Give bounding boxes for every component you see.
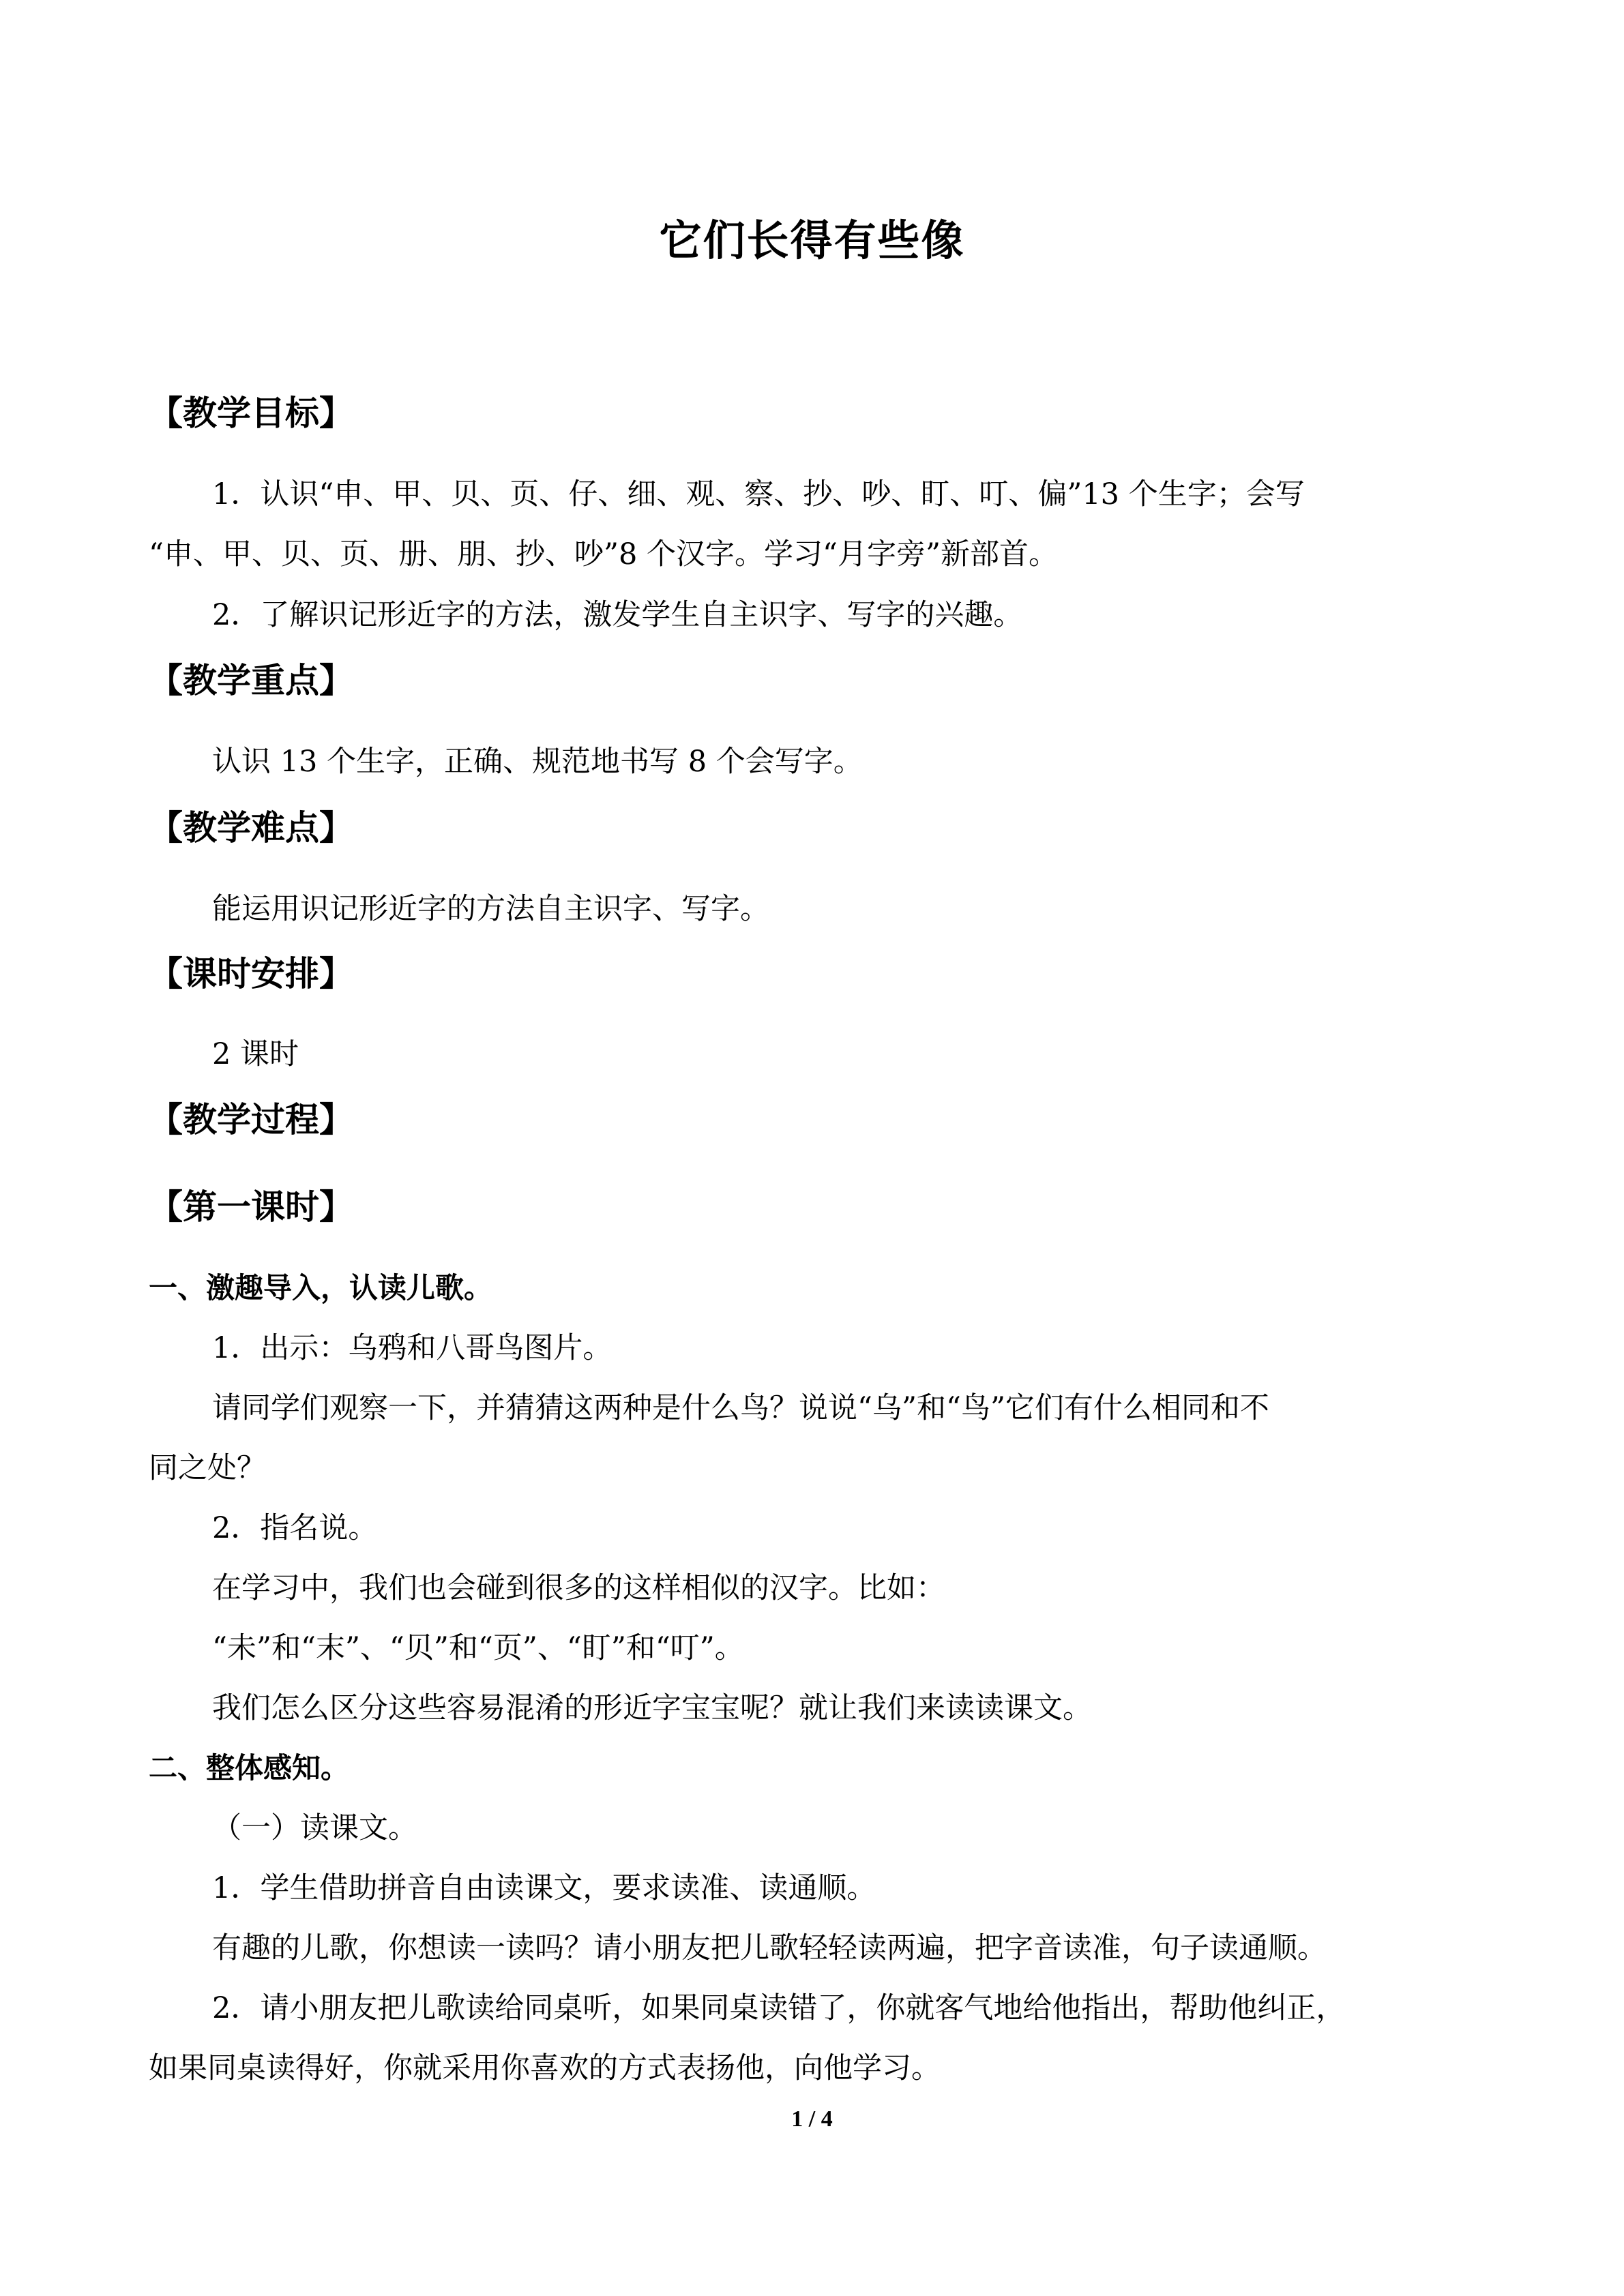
- paragraph: 在学习中，我们也会碰到很多的这样相似的汉字。比如：: [212, 1571, 945, 1605]
- page-number: 1 / 4: [791, 2106, 833, 2132]
- goal-1-line-1: 1．认识“申、甲、贝、页、仔、细、观、察、抄、吵、盯、叮、偏”13 个生字；会写: [212, 477, 1305, 511]
- paragraph: 如果同桌读得好，你就采用你喜欢的方式表扬他，向他学习。: [149, 2051, 941, 2085]
- teaching-difficulty-text: 能运用识记形近字的方法自主识字、写字。: [212, 892, 769, 926]
- paragraph: 请同学们观察一下，并猜猜这两种是什么鸟？说说“乌”和“鸟”它们有什么相同和不: [212, 1391, 1269, 1425]
- teaching-focus-heading: 【教学重点】: [149, 661, 353, 700]
- paragraph: “未”和“末”、“贝”和“页”、“盯”和“叮”。: [212, 1631, 744, 1665]
- goal-1-line-2: “申、甲、贝、页、册、朋、抄、吵”8 个汉字。学习“月字旁”新部首。: [149, 537, 1058, 571]
- part-1-heading: 一、激趣导入，认读儿歌。: [149, 1271, 493, 1304]
- teaching-focus-text: 认识 13 个生字，正确、规范地书写 8 个会写字。: [212, 745, 863, 779]
- paragraph: 有趣的儿歌，你想读一读吗？请小朋友把儿歌轻轻读两遍，把字音读准，句子读通顺。: [212, 1931, 1327, 1965]
- paragraph: 2．指名说。: [212, 1511, 378, 1545]
- first-lesson-heading: 【第一课时】: [149, 1187, 353, 1227]
- paragraph: 同之处？: [149, 1451, 266, 1485]
- document-title: 它们长得有些像: [659, 215, 965, 265]
- paragraph: （一）读课文。: [212, 1811, 417, 1845]
- teaching-difficulty-heading: 【教学难点】: [149, 808, 353, 848]
- teaching-goals-heading: 【教学目标】: [149, 393, 353, 433]
- paragraph: 我们怎么区分这些容易混淆的形近字宝宝呢？就让我们来读读课文。: [212, 1691, 1092, 1725]
- paragraph: 2．请小朋友把儿歌读给同桌听，如果同桌读错了，你就客气地给他指出，帮助他纠正，: [212, 1991, 1346, 2025]
- goal-2: 2．了解识记形近字的方法，激发学生自主识字、写字的兴趣。: [212, 598, 1023, 632]
- schedule-text: 2 课时: [212, 1037, 299, 1071]
- part-2-heading: 二、整体感知。: [149, 1751, 350, 1785]
- schedule-heading: 【课时安排】: [149, 954, 353, 994]
- paragraph: 1．学生借助拼音自由读课文，要求读准、读通顺。: [212, 1871, 876, 1905]
- paragraph: 1．出示：乌鸦和八哥鸟图片。: [212, 1331, 612, 1365]
- teaching-process-heading: 【教学过程】: [149, 1100, 353, 1139]
